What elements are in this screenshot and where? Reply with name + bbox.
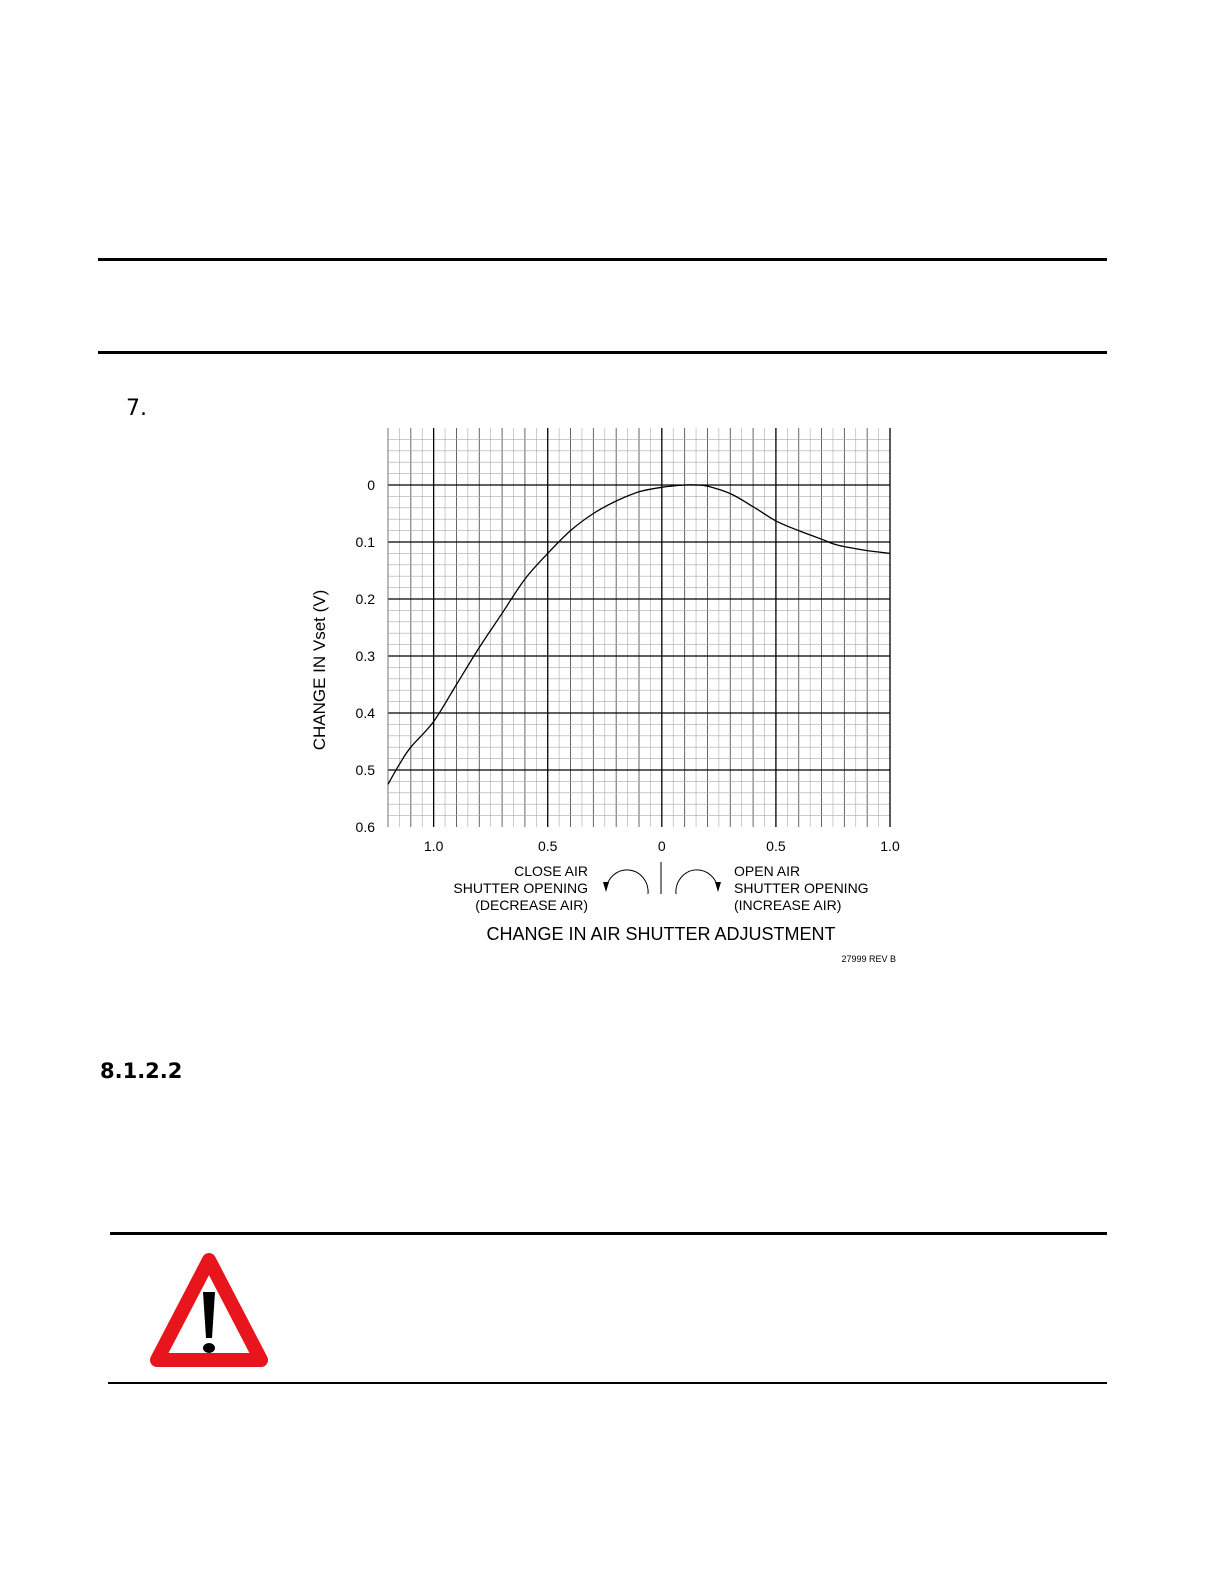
open-air-line-2: SHUTTER OPENING: [734, 880, 869, 896]
y-tick-label: 0.4: [355, 705, 375, 721]
y-axis-label: CHANGE IN Vset (V): [310, 589, 329, 751]
x-tick-label: 0.5: [766, 838, 786, 854]
x-axis-label: CHANGE IN AIR SHUTTER ADJUSTMENT: [486, 924, 836, 944]
warning-rule-bottom: [108, 1382, 1107, 1384]
warning-triangle-icon: [148, 1250, 270, 1374]
rotate-clockwise-icon: [676, 870, 721, 894]
rotate-counterclockwise-icon: [603, 870, 648, 894]
close-air-line-3: (DECREASE AIR): [475, 897, 588, 913]
grid-minor: [388, 428, 890, 827]
x-tick-label: 0: [657, 838, 666, 854]
y-tick-label: 0.6: [355, 819, 375, 835]
header-rule-top: [98, 258, 1107, 261]
air-shutter-chart: [300, 420, 920, 980]
section-number: 8.1.2.2: [100, 1059, 183, 1083]
close-air-line-1: CLOSE AIR: [514, 863, 588, 879]
close-air-line-2: SHUTTER OPENING: [453, 880, 588, 896]
open-air-line-3: (INCREASE AIR): [734, 897, 842, 913]
y-tick-label: 0.5: [355, 762, 375, 778]
y-tick-label: 0: [367, 477, 375, 493]
y-tick-label: 0.1: [355, 534, 375, 550]
y-tick-label: 0.3: [355, 648, 375, 664]
figure-id: 27999 REV B: [841, 954, 896, 964]
x-tick-labels: [424, 838, 900, 854]
x-tick-label: 0.5: [537, 838, 558, 854]
x-tick-label: 1.0: [880, 838, 900, 854]
warning-rule-top: [110, 1232, 1107, 1235]
step-number: 7.: [126, 396, 147, 421]
open-air-line-1: OPEN AIR: [734, 863, 801, 879]
x-tick-label: 1.0: [423, 838, 444, 854]
y-tick-label: 0.2: [355, 591, 375, 607]
header-rule-bottom: [98, 351, 1107, 354]
chart-canvas: [300, 420, 920, 980]
y-tick-labels: [356, 477, 376, 835]
